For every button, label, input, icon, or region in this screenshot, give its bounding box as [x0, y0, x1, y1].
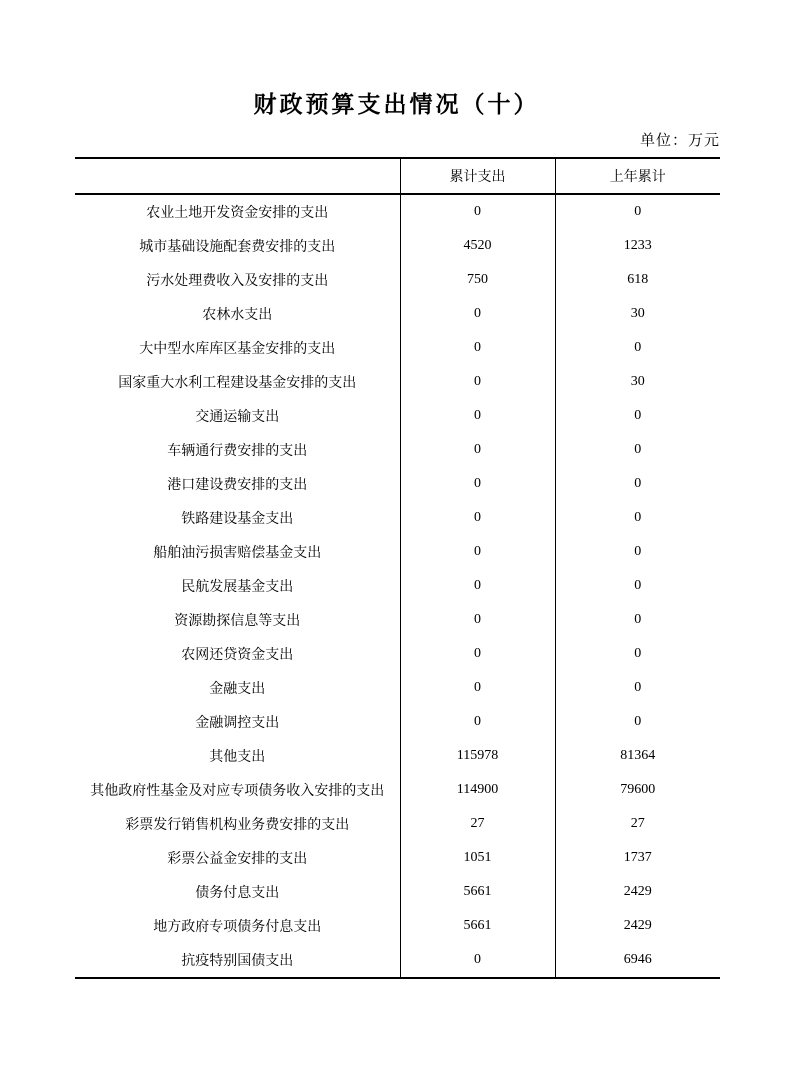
row-label-cell: 港口建设费安排的支出	[75, 467, 400, 501]
unit-label: 单位：万元	[639, 133, 720, 149]
table-row	[75, 297, 720, 331]
previous-year-value-cell: 0	[634, 714, 642, 729]
row-label-cell: 其他支出	[75, 739, 400, 773]
row-label-cell: 彩票发行销售机构业务费安排的支出	[75, 807, 400, 841]
previous-year-value-cell: 1737	[623, 850, 652, 865]
table-row	[75, 467, 720, 501]
cumulative-value-cell: 0	[400, 637, 555, 671]
header-cell-item	[75, 158, 400, 194]
row-label-cell: 铁路建设基金支出	[75, 501, 400, 535]
previous-year-value-cell: 0	[634, 646, 642, 661]
budget-table	[75, 157, 720, 979]
previous-year-value-cell: 6946	[623, 952, 652, 967]
header-cell-previous-year: 上年累计	[609, 170, 666, 185]
previous-year-value-cell: 0	[634, 510, 642, 525]
cumulative-value-cell: 0	[400, 297, 555, 331]
previous-year-value-cell: 81364	[620, 748, 656, 763]
row-label-cell: 抗疫特别国债支出	[75, 943, 400, 978]
table-row	[75, 739, 720, 773]
table-row	[75, 229, 720, 263]
row-label-cell: 债务付息支出	[75, 875, 400, 909]
row-label-cell: 国家重大水利工程建设基金安排的支出	[75, 365, 400, 399]
previous-year-value-cell: 618	[627, 272, 649, 287]
previous-year-value-cell: 0	[634, 340, 642, 355]
cumulative-value-cell: 27	[400, 807, 555, 841]
cumulative-value-cell: 0	[400, 194, 555, 229]
table-row	[75, 637, 720, 671]
previous-year-value-cell: 0	[634, 476, 642, 491]
row-label-cell: 农网还贷资金支出	[75, 637, 400, 671]
cumulative-value-cell: 114900	[400, 773, 555, 807]
cumulative-value-cell: 4520	[400, 229, 555, 263]
cumulative-value-cell: 0	[400, 365, 555, 399]
page-title: 财政预算支出情况（十）	[253, 92, 540, 117]
row-label-cell: 大中型水库库区基金安排的支出	[75, 331, 400, 365]
previous-year-value-cell: 0	[634, 578, 642, 593]
header-cell-cumulative: 累计支出	[400, 158, 555, 194]
row-label-cell: 船舶油污损害赔偿基金支出	[75, 535, 400, 569]
cumulative-value-cell: 0	[400, 705, 555, 739]
cumulative-value-cell: 1051	[400, 841, 555, 875]
table-row	[75, 569, 720, 603]
previous-year-value-cell: 0	[634, 408, 642, 423]
table-header-row	[75, 158, 720, 194]
previous-year-value-cell: 0	[634, 442, 642, 457]
row-label-cell: 城市基础设施配套费安排的支出	[75, 229, 400, 263]
row-label-cell: 金融调控支出	[75, 705, 400, 739]
table-row	[75, 875, 720, 909]
previous-year-value-cell: 0	[634, 544, 642, 559]
table-row	[75, 705, 720, 739]
cumulative-value-cell: 5661	[400, 909, 555, 943]
cumulative-value-cell: 115978	[400, 739, 555, 773]
table-row	[75, 263, 720, 297]
cumulative-value-cell: 0	[400, 943, 555, 978]
cumulative-value-cell: 750	[400, 263, 555, 297]
table-row	[75, 331, 720, 365]
cumulative-value-cell: 0	[400, 331, 555, 365]
cumulative-value-cell: 0	[400, 603, 555, 637]
row-label-cell: 民航发展基金支出	[75, 569, 400, 603]
row-label-cell: 金融支出	[75, 671, 400, 705]
table-body	[75, 194, 720, 978]
table-row	[75, 671, 720, 705]
cumulative-value-cell: 0	[400, 535, 555, 569]
table-row	[75, 535, 720, 569]
cumulative-value-cell: 0	[400, 399, 555, 433]
row-label-cell: 污水处理费收入及安排的支出	[75, 263, 400, 297]
previous-year-value-cell: 0	[634, 680, 642, 695]
cumulative-value-cell: 0	[400, 433, 555, 467]
previous-year-value-cell: 30	[630, 374, 645, 389]
cumulative-value-cell: 0	[400, 501, 555, 535]
table-row	[75, 841, 720, 875]
cumulative-value-cell: 0	[400, 569, 555, 603]
row-label-cell: 车辆通行费安排的支出	[75, 433, 400, 467]
table-row	[75, 433, 720, 467]
row-label-cell: 农林水支出	[75, 297, 400, 331]
cumulative-value-cell: 0	[400, 467, 555, 501]
cumulative-value-cell: 0	[400, 671, 555, 705]
table-row	[75, 909, 720, 943]
table-row	[75, 399, 720, 433]
table-row	[75, 194, 720, 229]
previous-year-value-cell: 27	[630, 816, 645, 831]
previous-year-value-cell: 2429	[623, 884, 652, 899]
table-row	[75, 943, 720, 978]
row-label-cell: 交通运输支出	[75, 399, 400, 433]
row-label-cell: 其他政府性基金及对应专项债务收入安排的支出	[75, 773, 400, 807]
table-row	[75, 603, 720, 637]
previous-year-value-cell: 0	[634, 612, 642, 627]
previous-year-value-cell: 0	[634, 204, 642, 219]
previous-year-value-cell: 30	[630, 306, 645, 321]
table-row	[75, 365, 720, 399]
row-label-cell: 彩票公益金安排的支出	[75, 841, 400, 875]
row-label-cell: 农业土地开发资金安排的支出	[75, 194, 400, 229]
previous-year-value-cell: 2429	[623, 918, 652, 933]
table-row	[75, 773, 720, 807]
cumulative-value-cell: 5661	[400, 875, 555, 909]
table-row	[75, 501, 720, 535]
previous-year-value-cell: 1233	[623, 238, 652, 253]
table-row	[75, 807, 720, 841]
previous-year-value-cell: 79600	[620, 782, 656, 797]
row-label-cell: 资源勘探信息等支出	[75, 603, 400, 637]
row-label-cell: 地方政府专项债务付息支出	[75, 909, 400, 943]
